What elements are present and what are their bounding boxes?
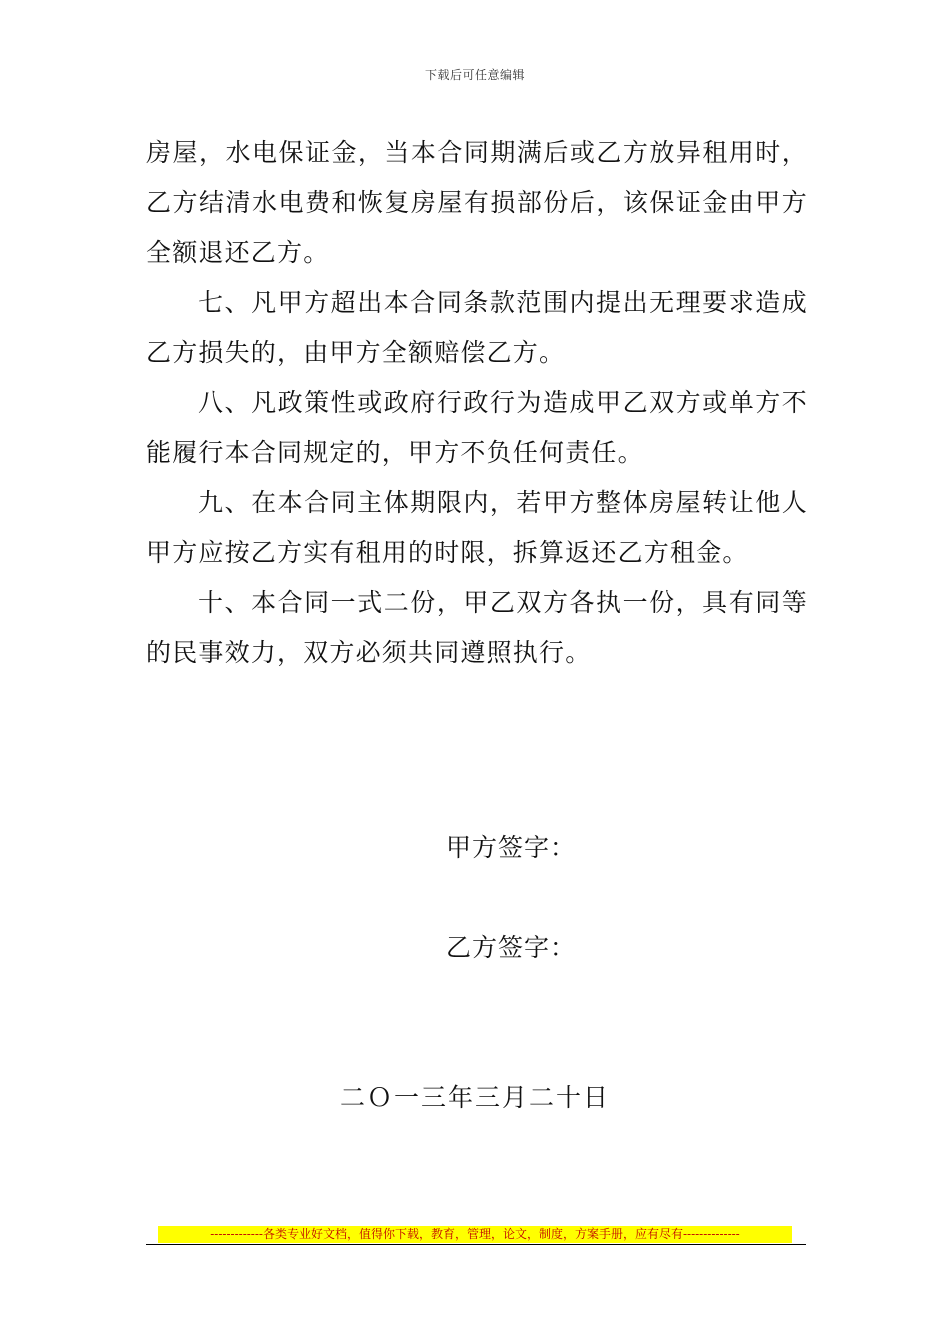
paragraph-clause-10: 十、本合同一式二份，甲乙双方各执一份，具有同等的民事效力，双方必须共同遵照执行。 [146,588,808,667]
contract-date: 二Ｏ一三年三月二十日 [339,1083,610,1112]
footer-divider [146,1244,806,1245]
paragraph-deposit: 房屋，水电保证金，当本合同期满后或乙方放异租用时，乙方结清水电费和恢复房屋有损部份后，该保证金由甲方全额退还乙方。 [146,138,808,267]
paragraph-clause-8: 八、凡政策性或政府行政行为造成甲乙双方或单方不能履行本合同规定的，甲方不负任何责任。 [146,388,808,467]
paragraph-clause-9: 九、在本合同主体期限内，若甲方整体房屋转让他人甲方应按乙方实有租用的时限，拆算返还乙方租金。 [146,488,808,567]
page-header: 下载后可任意编辑 [424,68,525,82]
paragraph-clause-7: 七、凡甲方超出本合同条款范围内提出无理要求造成乙方损失的，由甲方全额赔偿乙方。 [146,288,808,367]
footer-banner: -------------各类专业好文档，值得你下载，教育，管理，论文，制度，方案手册，应有尽有-------------- [158,1226,792,1243]
party-b-signature-label: 乙方签字： [446,933,577,962]
contract-body [146,128,808,678]
party-a-signature-label: 甲方签字： [446,833,577,862]
